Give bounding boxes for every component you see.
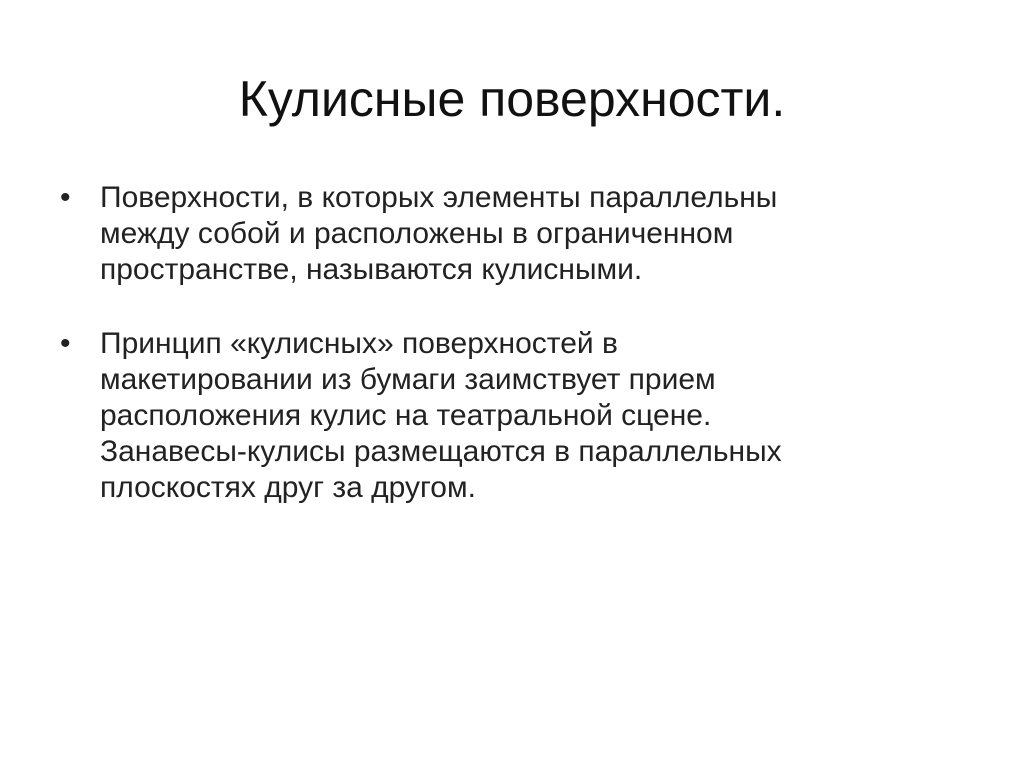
bullet-text-line: Занавесы-кулисы размещаются в параллельных: [100, 435, 782, 468]
bullet-list: [60, 180, 960, 506]
bullet-text-line: плоскостях друг за другом.: [100, 471, 476, 504]
bullet-marker: •: [60, 181, 71, 214]
bullet-marker: •: [60, 327, 71, 360]
bullet-text-line: пространстве, называются кулисными.: [100, 253, 643, 286]
bullet-item: [60, 326, 960, 506]
bullet-text-line: Принцип «кулисных» поверхностей в: [100, 327, 618, 360]
bullet-text-line: Поверхности, в которых элементы параллельны: [100, 181, 778, 214]
slide-title: Кулисные поверхности.: [238, 71, 786, 127]
bullet-text-line: макетировании из бумаги заимствует прием: [100, 363, 716, 396]
bullet-item: [60, 180, 960, 288]
bullet-text-line: расположения кулис на театральной сцене.: [100, 399, 712, 432]
bullet-text-line: между собой и расположены в ограниченном: [100, 217, 734, 250]
